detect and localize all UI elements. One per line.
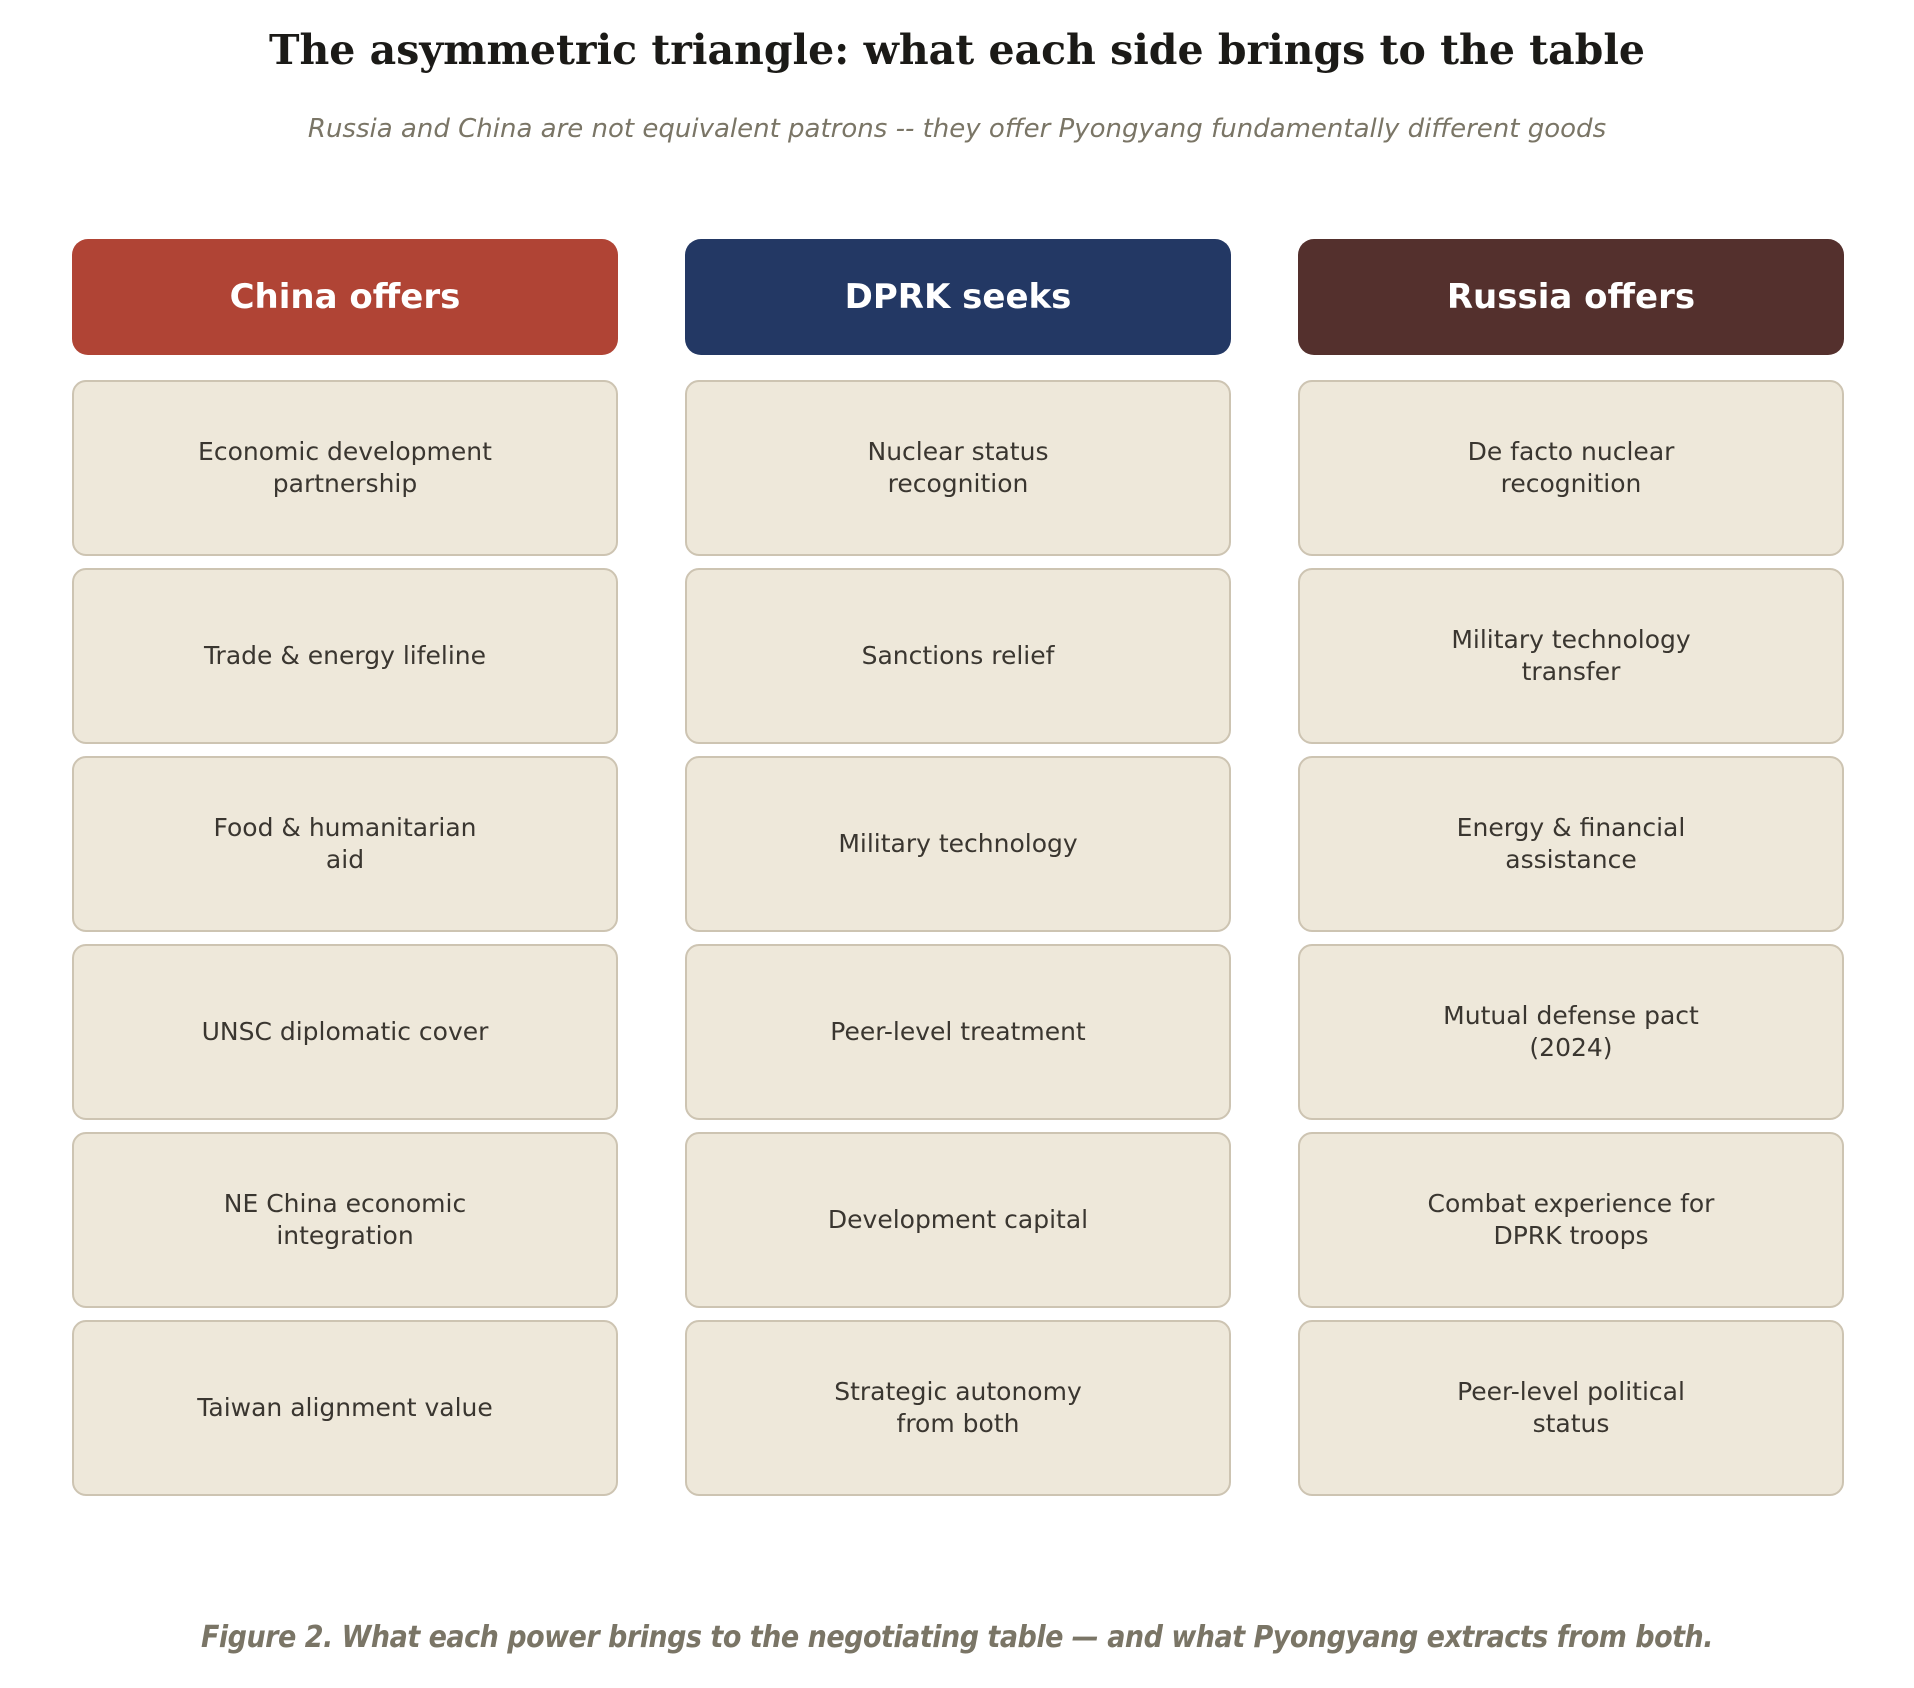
dprk-column (685, 239, 1231, 1508)
russia-item (1298, 1320, 1844, 1496)
china-item (72, 1132, 618, 1308)
china-item-text: Taiwan alignment value (197, 1393, 493, 1422)
russia-item-text: Energy & financial assistance (1456, 813, 1686, 874)
russia-item-text: Mutual defense pact (2024) (1443, 1001, 1699, 1062)
china-item (72, 944, 618, 1120)
russia-item (1298, 380, 1844, 556)
dprk-item (685, 568, 1231, 744)
dprk-item-text: Strategic autonomy from both (834, 1377, 1082, 1438)
china-item (72, 568, 618, 744)
dprk-item-text: Nuclear status recognition (867, 437, 1049, 498)
dprk-item-text: Sanctions relief (861, 641, 1055, 670)
diagram-subtitle: Russia and China are not equivalent patrons -- they offer Pyongyang fundamentally different goods (307, 114, 1607, 144)
china-item-text: Food & humanitarian aid (213, 813, 477, 874)
russia-column (1298, 239, 1844, 1508)
russia-item (1298, 944, 1844, 1120)
china-item-text: UNSC diplomatic cover (201, 1017, 489, 1046)
china-column (72, 239, 618, 1508)
diagram-title: The asymmetric triangle: what each side brings to the table (268, 26, 1646, 74)
china-item-text: Economic development partnership (198, 437, 492, 498)
china-header: China offers (72, 239, 618, 355)
china-item (72, 380, 618, 556)
russia-item-text: De facto nuclear recognition (1467, 437, 1675, 498)
dprk-item-text: Development capital (827, 1205, 1089, 1234)
russia-item-text: Military technology transfer (1451, 625, 1691, 686)
dprk-item (685, 756, 1231, 932)
china-item (72, 1320, 618, 1496)
dprk-header: DPRK seeks (685, 239, 1231, 355)
dprk-item (685, 1320, 1231, 1496)
china-item (72, 756, 618, 932)
dprk-item-text: Military technology (838, 829, 1078, 858)
russia-item-text: Combat experience for DPRK troops (1427, 1189, 1715, 1250)
dprk-item (685, 1132, 1231, 1308)
figure-caption: Figure 2. What each power brings to the negotiating table — and what Pyongyang extracts from both. (200, 1620, 1714, 1655)
dprk-item-text: Peer-level treatment (830, 1017, 1086, 1046)
russia-header: Russia offers (1298, 239, 1844, 355)
dprk-items (685, 380, 1231, 1496)
china-items (72, 380, 618, 1496)
russia-item (1298, 756, 1844, 932)
russia-item-text: Peer-level political status (1457, 1377, 1685, 1438)
dprk-item (685, 944, 1231, 1120)
china-item-text: NE China economic integration (223, 1189, 467, 1250)
russia-item (1298, 1132, 1844, 1308)
russia-items (1298, 380, 1844, 1496)
russia-item (1298, 568, 1844, 744)
china-item-text: Trade & energy lifeline (203, 641, 487, 670)
dprk-item (685, 380, 1231, 556)
